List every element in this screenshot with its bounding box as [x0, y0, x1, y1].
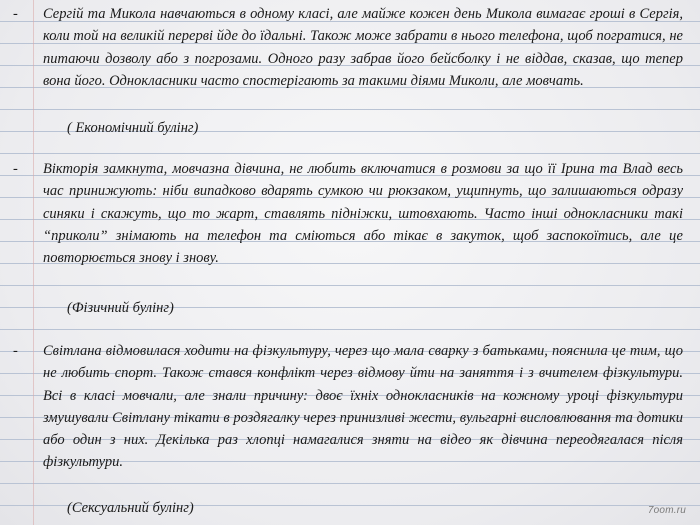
site-watermark: 7oom.ru: [647, 505, 686, 516]
case-caption: ( Економічний булінг): [67, 120, 199, 136]
case-caption: (Фізичний булінг): [67, 300, 174, 316]
case-text: Сергій та Микола навчаються в одному класі, але майже кожен день Микола вимагає гроші в Сергія, коли той на великій перерві йде до їдальні. Також може забрати в нього телефона, щоб погратися, не питаючи дозволу або з погрозами. Одного разу забрав його бейсболку і не віддав, сказав, що тепер вона його. Однокласники часто спостерігають за такими діями Миколи, але мовчать.: [43, 6, 683, 89]
bullet-dash: -: [13, 6, 18, 22]
bullet-dash: -: [13, 161, 18, 177]
case-text: Світлана відмовилася ходити на фізкультуру, через що мала сварку з батьками, пояснила це тим, що не любить спорт. Також стався конфлікт через відмову йти на заняття і з вчителем фізкультури. Всі в класі мовчали, але знали причину: двоє їхніх однокласників на кожному уроці фізкультури змушували Світлану тікати в роздягалку через принизливі жести, вульгарні висловлювання та дотики або один з них. Декілька раз хлопці намагалися зняти на відео як дівчина переодягалася після фізкультури.: [43, 343, 683, 471]
bullet-dash: -: [13, 343, 18, 359]
case-caption: (Сексуальний булінг): [67, 500, 194, 516]
case-text: Вікторія замкнута, мовчазна дівчина, не любить включатися в розмови за що її Ірина та Влад весь час принижують: ніби випадково вдарять сумкою чи рюкзаком, ущипнуть, що залишаються одразу синяки і скажуть, що то жарт, ставлять підніжки, штовхають. Часто інші однокласники такі “приколи” знімають на телефон та сміються або тікає в закуток, щоб заспокоїтись, але це повторюється знову і знову.: [43, 161, 683, 267]
